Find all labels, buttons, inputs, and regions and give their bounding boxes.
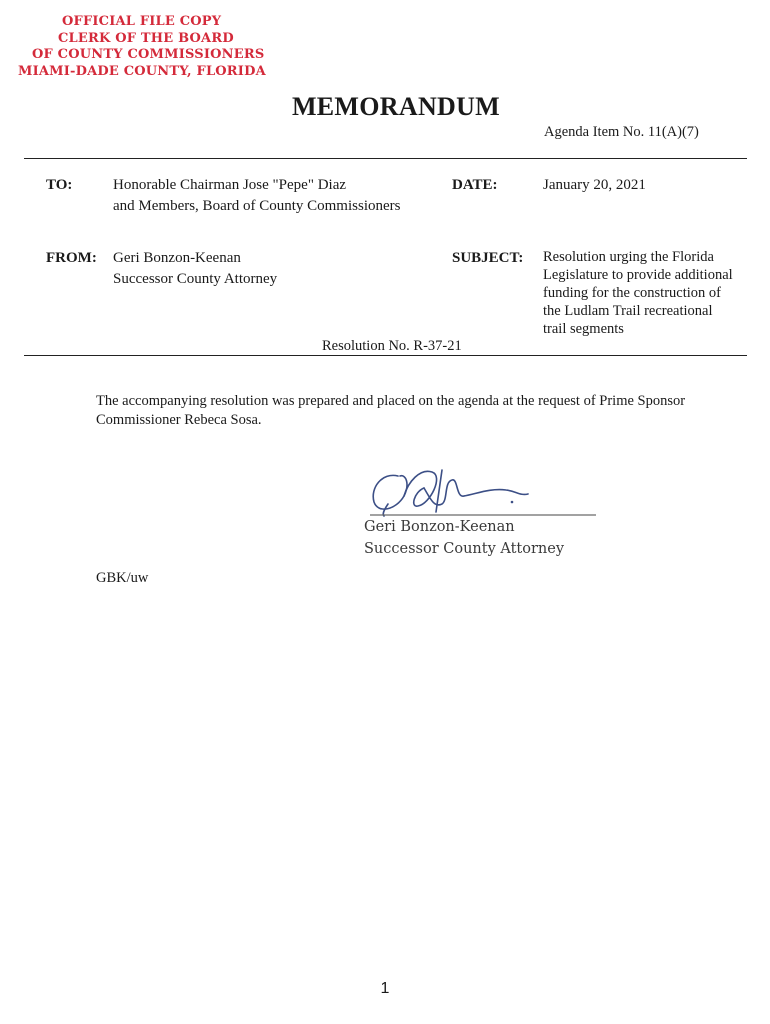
signer-title: Successor County Attorney (364, 541, 565, 557)
subject-line-3: funding for the construction of (543, 285, 721, 301)
from-label: FROM: (46, 250, 97, 266)
stamp-line-1: OFFICIAL FILE COPY (62, 14, 222, 29)
header-top-rule (24, 158, 747, 159)
typist-initials: GBK/uw (96, 570, 149, 586)
stamp-line-2: CLERK OF THE BOARD (58, 30, 234, 46)
from-sender (113, 248, 277, 290)
page-number: 1 (380, 980, 390, 997)
date-value: January 20, 2021 (543, 177, 646, 193)
stamp-line-4: MIAMI-DADE COUNTY, FLORIDA (18, 63, 266, 79)
memo-body: The accompanying resolution was prepared and placed on the agenda at the request of Prime Sponsor Commissioner Rebeca Sosa. (96, 393, 686, 428)
from-line-2: Successor County Attorney (113, 271, 278, 287)
subject-line-2: Legislature to provide additional (543, 267, 733, 283)
subject-line-4: the Ludlam Trail recreational (543, 303, 713, 319)
header-bottom-rule (24, 355, 747, 356)
subject-label: SUBJECT: (452, 250, 524, 266)
from-line-1: Geri Bonzon-Keenan (113, 250, 241, 266)
to-line-2: and Members, Board of County Commissioners (113, 198, 401, 214)
signer-name: Geri Bonzon-Keenan (364, 519, 515, 535)
to-label: TO: (46, 177, 73, 193)
date-label: DATE: (452, 177, 498, 193)
subject-text (543, 248, 753, 338)
signature-block (364, 516, 564, 560)
to-line-1: Honorable Chairman Jose "Pepe" Diaz (113, 177, 347, 193)
subject-line-5: trail segments (543, 321, 624, 337)
to-recipients (113, 175, 400, 217)
stamp-line-3: OF COUNTY COMMISSIONERS (32, 47, 265, 62)
resolution-number: Resolution No. R-37-21 (322, 338, 462, 354)
agenda-item-number: Agenda Item No. 11(A)(7) (544, 124, 699, 140)
official-file-copy-stamp (18, 14, 266, 80)
memo-title: MEMORANDUM (291, 92, 501, 121)
subject-line-1: Resolution urging the Florida (543, 249, 714, 265)
